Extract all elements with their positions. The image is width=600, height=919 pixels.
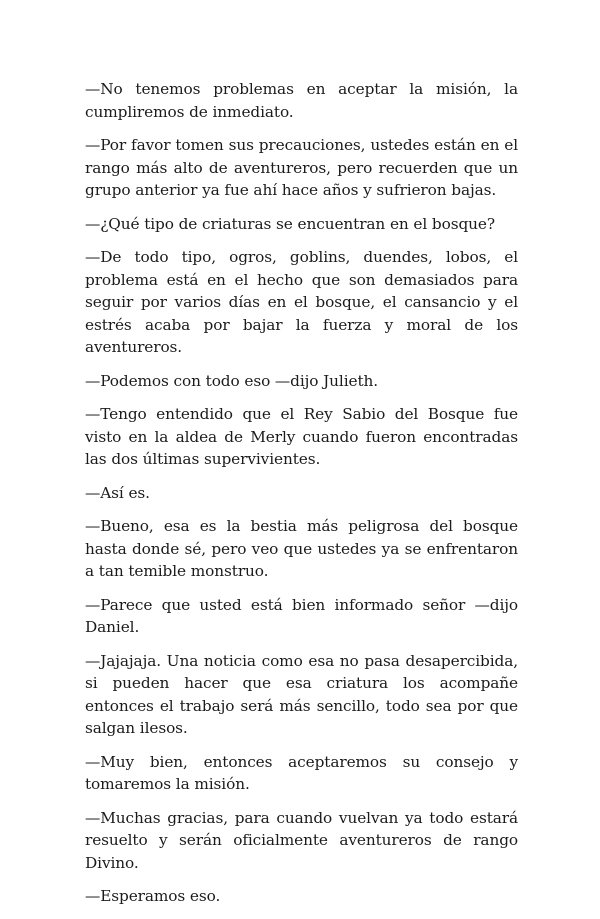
- paragraph-10: —Jajajaja. Una noticia como esa no pasa desapercibida, si pueden hacer que esa criatura los acompañe entonces el trabajo será más sencillo, todo sea por que salgan ilesos.: [85, 651, 518, 737]
- paragraph-1: —No tenemos problemas en aceptar la misión, la cumpliremos de inmediato.: [85, 80, 518, 121]
- paragraph-5: —Podemos con todo eso —dijo Julieth.: [85, 371, 379, 390]
- paragraph-2: —Por favor tomen sus precauciones, ustedes están en el rango más alto de aventureros, pero recuerden que un grupo anterior ya fue ahí hace años y sufrieron bajas.: [85, 136, 518, 199]
- paragraph-3: —¿Qué tipo de criaturas se encuentran en el bosque?: [85, 214, 495, 233]
- paragraph-8: —Bueno, esa es la bestia más peligrosa del bosque hasta donde sé, pero veo que ustedes ya se enfrentaron a tan temible monstruo.: [85, 517, 518, 580]
- paragraph-11: —Muy bien, entonces aceptaremos su consejo y tomaremos la misión.: [85, 752, 518, 793]
- paragraph-7: —Así es.: [85, 483, 150, 502]
- paragraph-13: —Esperamos eso.: [85, 887, 221, 905]
- paragraph-12: —Muchas gracias, para cuando vuelvan ya todo estará resuelto y serán oficialmente aventureros de rango Divino.: [85, 808, 518, 872]
- book-page: [85, 78, 518, 919]
- paragraph-9: —Parece que usted está bien informado señor —dijo Daniel.: [85, 595, 518, 636]
- paragraph-6: —Tengo entendido que el Rey Sabio del Bosque fue visto en la aldea de Merly cuando fueron encontradas las dos últimas supervivientes.: [85, 405, 518, 468]
- paragraph-4: —De todo tipo, ogros, goblins, duendes, lobos, el problema está en el hecho que son demasiados para seguir por varios días en el bosque, el cansancio y el estrés acaba por bajar la fuerza y moral de los aventureros.: [85, 248, 518, 356]
